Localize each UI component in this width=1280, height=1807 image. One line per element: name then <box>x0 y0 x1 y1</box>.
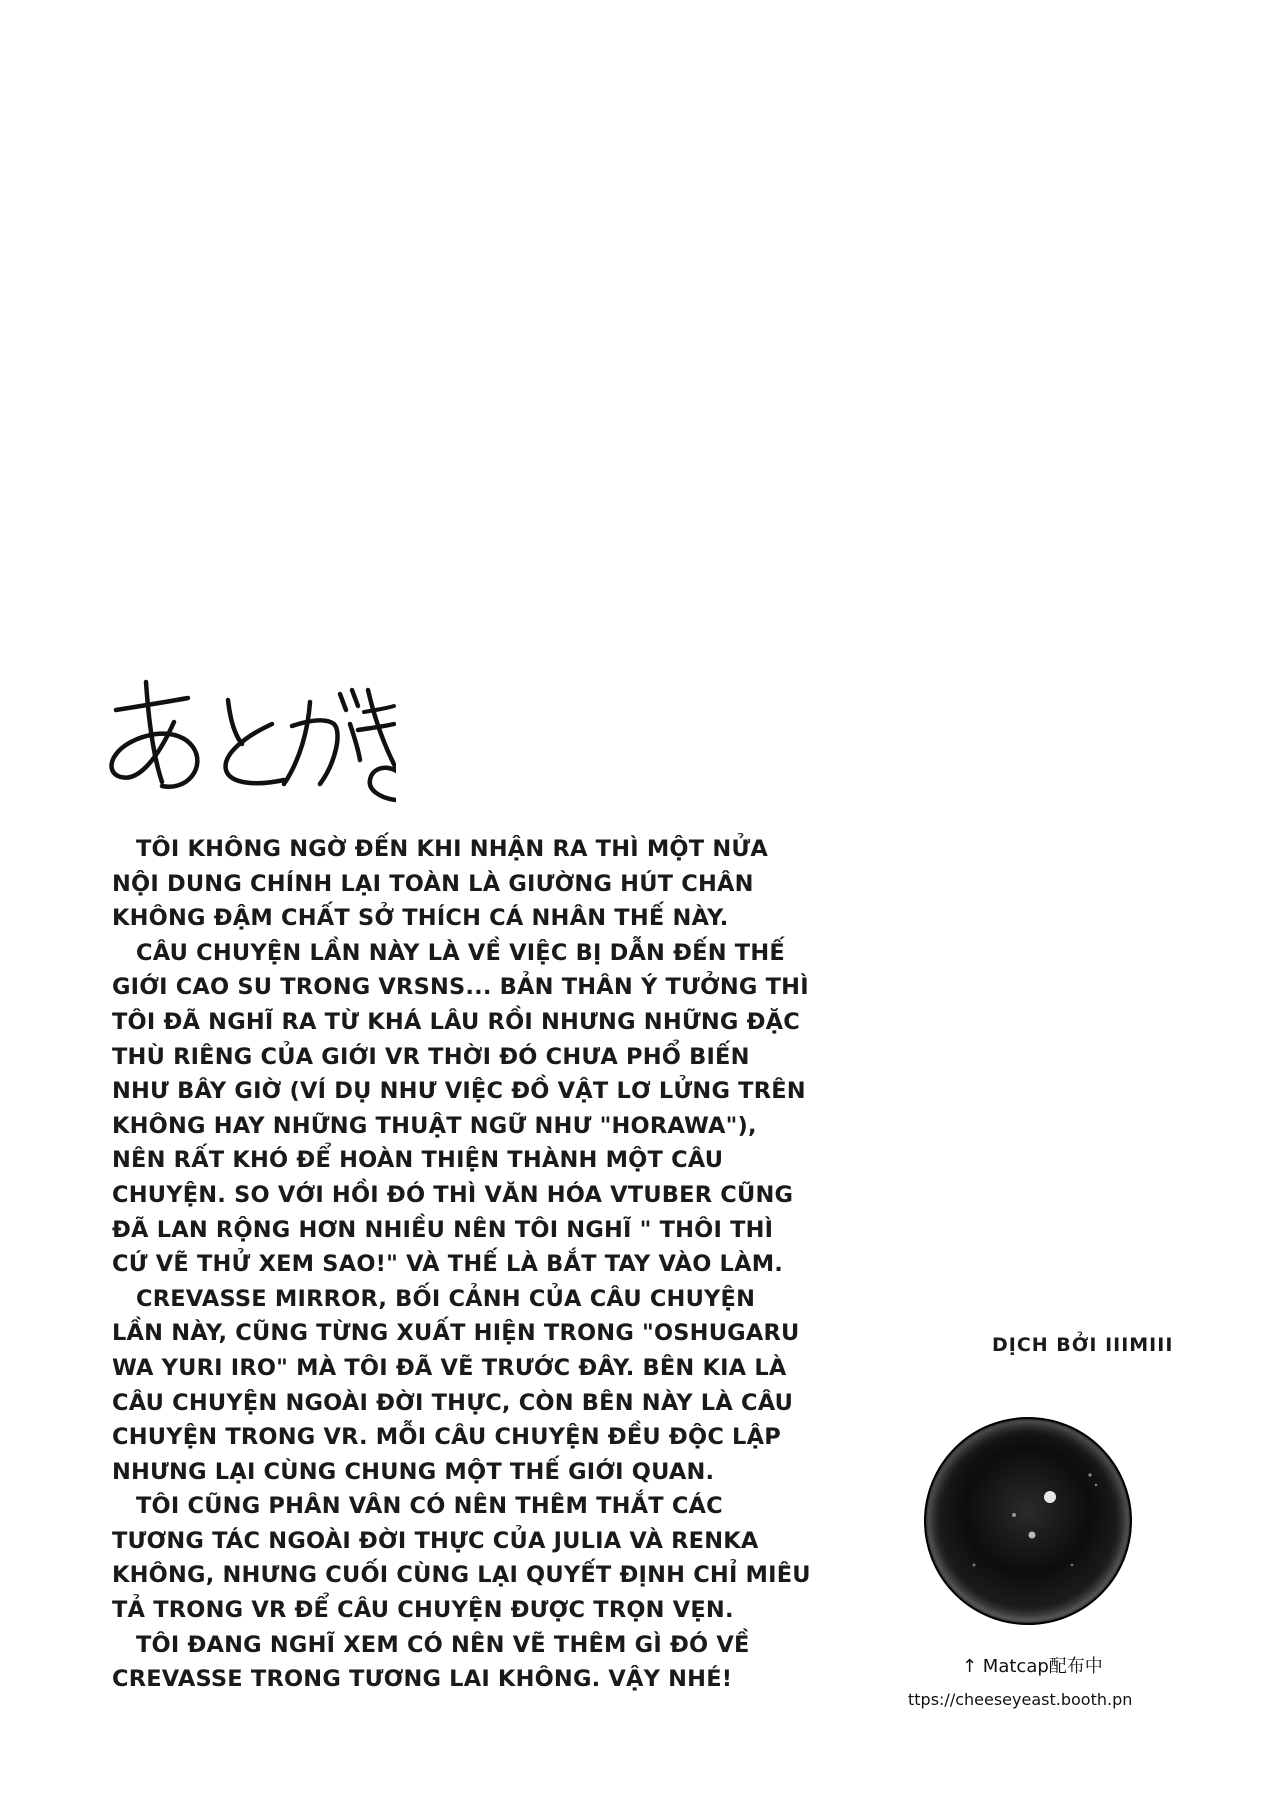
matcap-sphere-image <box>922 1415 1134 1627</box>
afterword-title-handwriting <box>96 672 396 822</box>
translator-credit: DỊCH BỞI IIIMIII <box>992 1334 1174 1356</box>
matcap-caption: ↑ Matcap配布中 <box>962 1656 1103 1677</box>
afterword-paragraph: TÔI KHÔNG NGỜ ĐẾN KHI NHẬN RA THÌ MỘT NỬA NỘI DUNG CHÍNH LẠI TOÀN LÀ GIƯỜNG HÚT CHÂN KHÔNG ĐẬM CHẤT SỞ THÍCH CÁ NHÂN THẾ NÀY. <box>112 836 768 932</box>
afterword-paragraph: TÔI CŨNG PHÂN VÂN CÓ NÊN THÊM THẮT CÁC TƯƠNG TÁC NGOÀI ĐỜI THỰC CỦA JULIA VÀ RENKA KHÔNG, NHƯNG CUỐI CÙNG LẠI QUYẾT ĐỊNH CHỈ MIÊU TẢ TRONG VR ĐỂ CÂU CHUYỆN ĐƯỢC TRỌN VẸN. <box>112 1493 811 1624</box>
afterword-paragraph: CREVASSE MIRROR, BỐI CẢNH CỦA CÂU CHUYỆN LẦN NÀY, CŨNG TỪNG XUẤT HIỆN TRONG "OSHUGARU WA YURI IRO" MÀ TÔI ĐÃ VẼ TRƯỚC ĐÂY. BÊN KIA LÀ CÂU CHUYỆN NGOÀI ĐỜI THỰC, CÒN BÊN NÀY LÀ CÂU CHUYỆN TRONG VR. MỖI CÂU CHUYỆN ĐỀU ĐỘC LẬP NHƯNG LẠI CÙNG CHUNG MỘT THẾ GIỚI QUAN. <box>112 1285 800 1485</box>
afterword-body <box>112 832 812 1697</box>
afterword-paragraph: TÔI ĐANG NGHĨ XEM CÓ NÊN VẼ THÊM GÌ ĐÓ VỀ CREVASSE TRONG TƯƠNG LAI KHÔNG. VẬY NHÉ! <box>112 1631 750 1693</box>
afterword-paragraph: CÂU CHUYỆN LẦN NÀY LÀ VỀ VIỆC BỊ DẪN ĐẾN THẾ GIỚI CAO SU TRONG VRSNS... BẢN THÂN Ý TƯỞNG THÌ TÔI ĐÃ NGHĨ RA TỪ KHÁ LÂU RỒI NHƯNG NHỮNG ĐẶC THÙ RIÊNG CỦA GIỚI VR THỜI ĐÓ CHƯA PHỔ BIẾN NHƯ BÂY GIỜ (VÍ DỤ NHƯ VIỆC ĐỒ VẬT LƠ LỬNG TRÊN KHÔNG HAY NHỮNG THUẬT NGỮ NHƯ "HORAWA"), NÊN RẤT KHÓ ĐỂ HOÀN THIỆN THÀNH MỘT CÂU CHUYỆN. SO VỚI HỒI ĐÓ THÌ VĂN HÓA VTUBER CŨNG ĐÃ LAN RỘNG HƠN NHIỀU NÊN TÔI NGHĨ " THÔI THÌ CỨ VẼ THỬ XEM SAO!" VÀ THẾ LÀ BẮT TAY VÀO LÀM. <box>112 939 809 1278</box>
matcap-url: ttps://cheeseyeast.booth.pn <box>908 1690 1133 1709</box>
